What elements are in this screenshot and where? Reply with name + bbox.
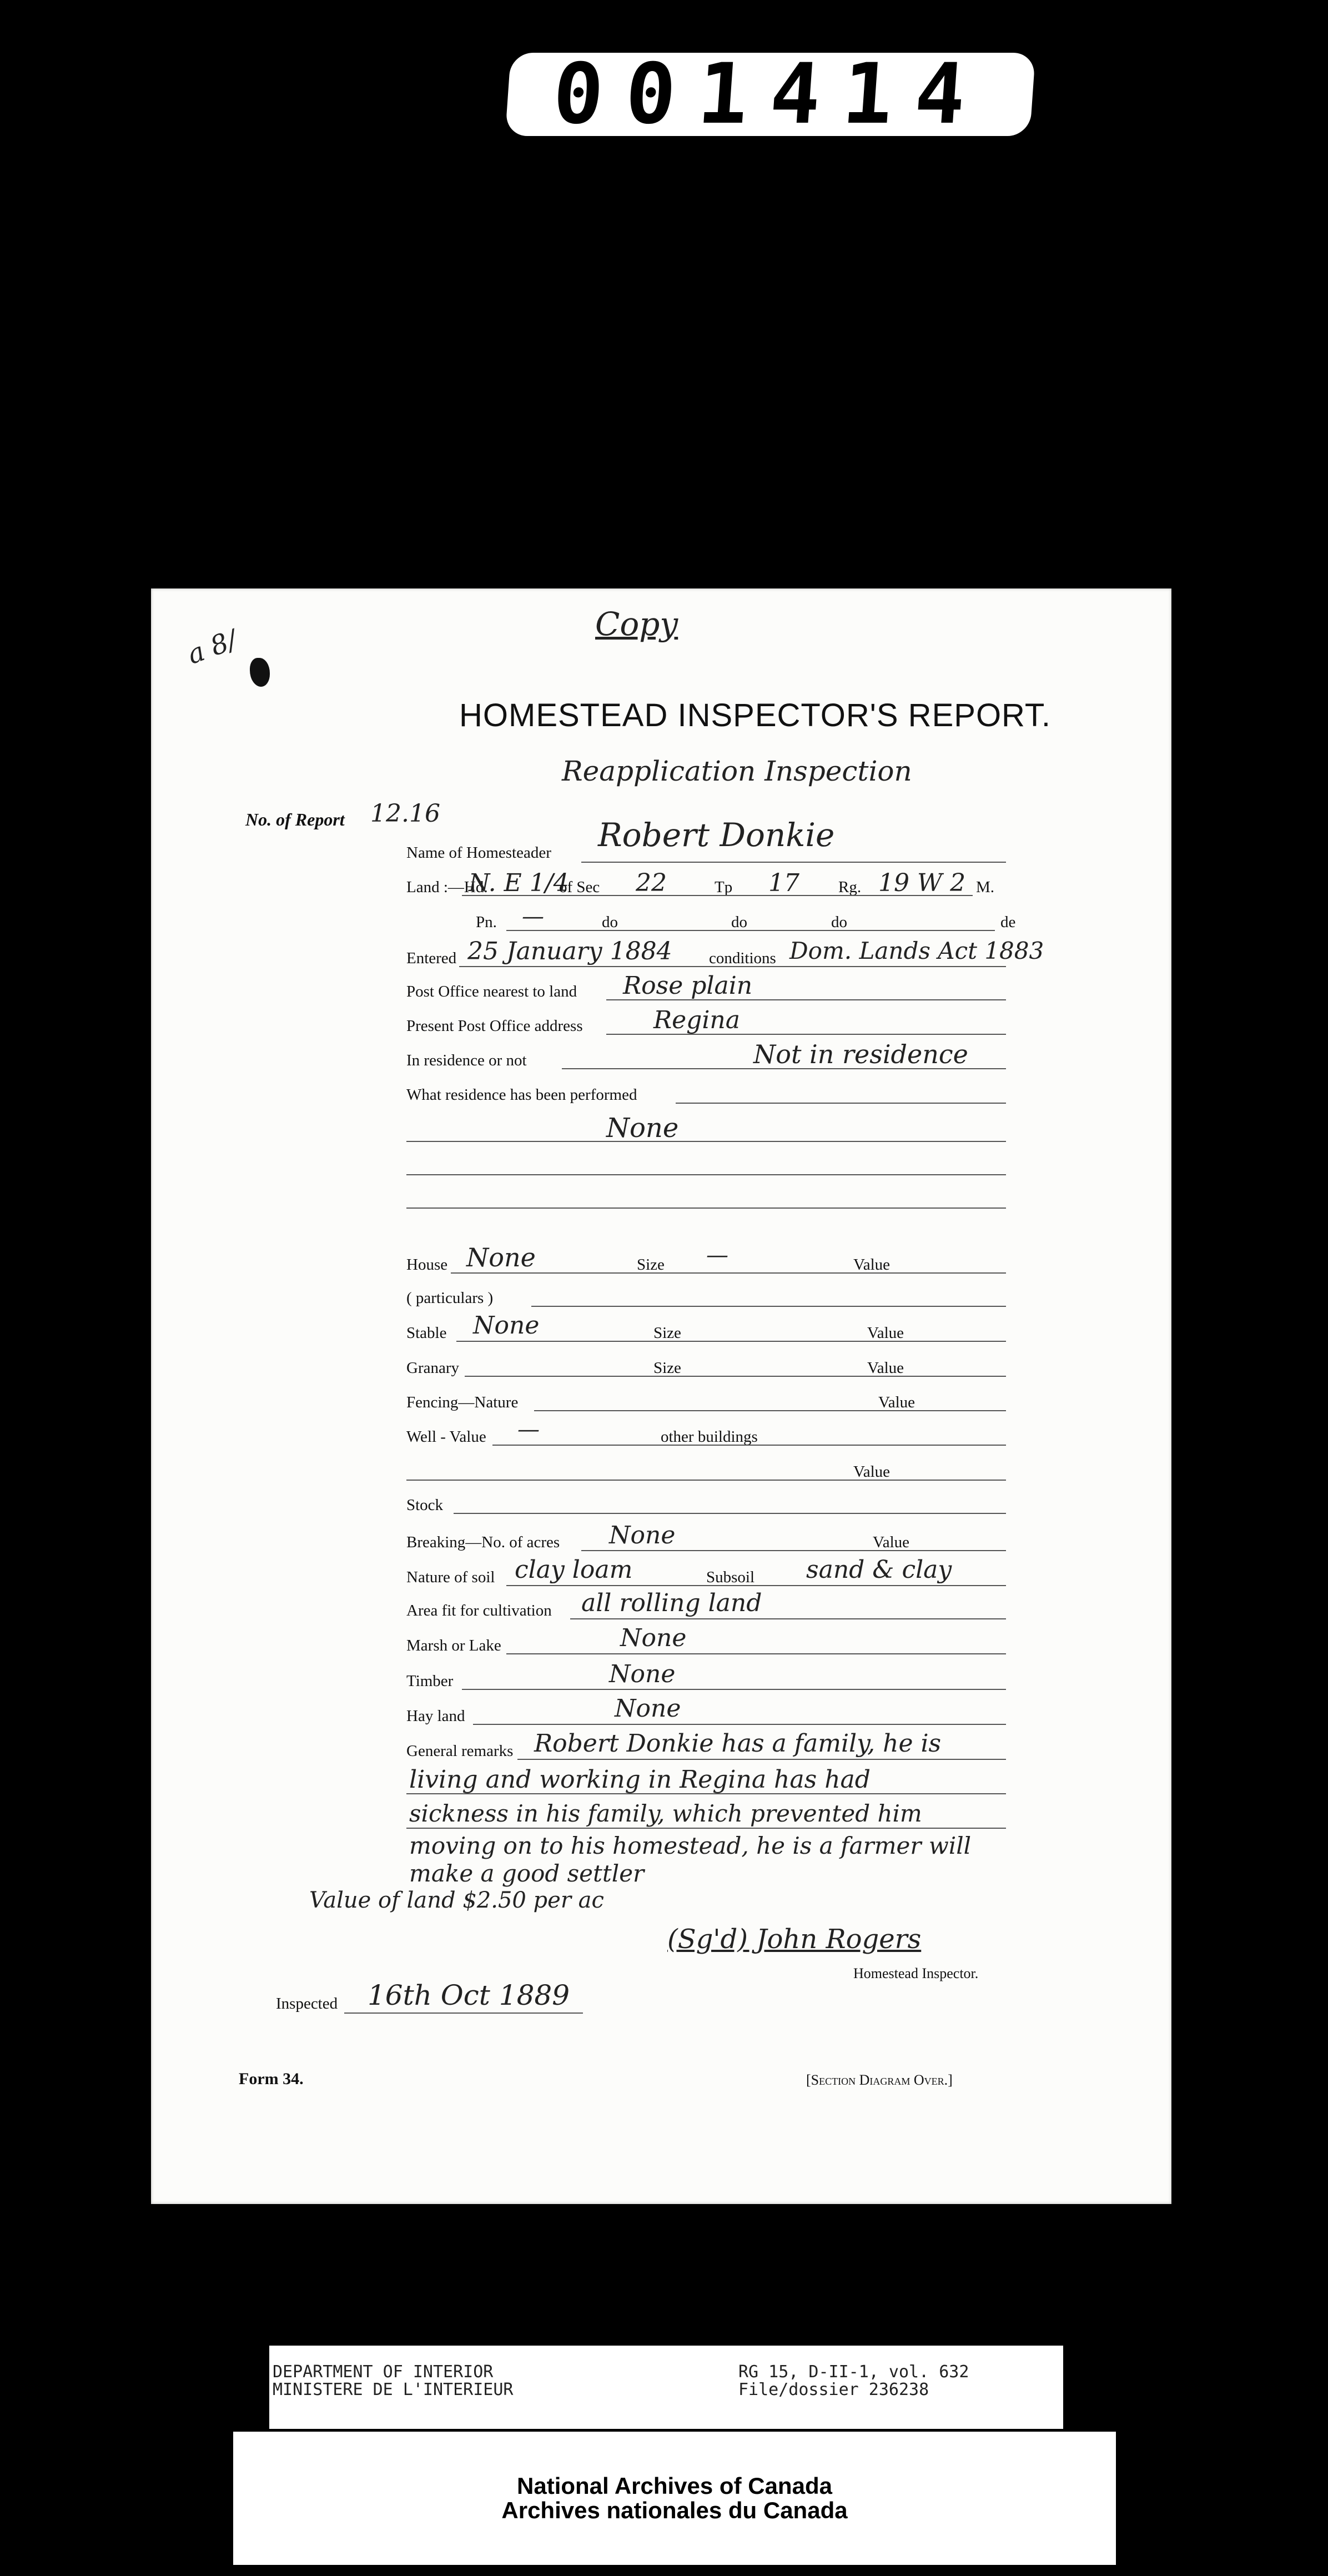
well-label: Well - Value [406,1428,486,1446]
tp-value: 17 [768,869,799,897]
archives-name-en: National Archives of Canada [517,2472,832,2499]
do-label-1: do [602,913,618,931]
remarks-line-4: moving on to his homestead, he is a farmer will [409,1832,972,1859]
remarks-line-1: Robert Donkie has a family, he is [534,1729,942,1758]
m-label: M. [976,878,995,896]
land-label: Land :—Hd. [406,878,488,896]
fencing-label: Fencing—Nature [406,1393,519,1411]
present-po-label: Present Post Office address [406,1017,583,1035]
house-value: None [466,1242,536,1272]
do-label-3: do [831,913,847,931]
report-title: HOMESTEAD INSPECTOR'S REPORT. [459,697,1052,733]
ink-blot [250,658,270,687]
stable-value-label: Value [867,1324,904,1342]
report-no-label: No. of Report [245,809,345,829]
granary-size-label: Size [653,1359,681,1377]
well-value: — [517,1417,540,1442]
timber-value: None [609,1660,676,1688]
report-no-value: 12.16 [370,799,440,828]
document-page [151,588,1171,2204]
residence-performed-value: None [606,1113,679,1144]
form-number: Form 34. [239,2070,304,2088]
conditions-value: Dom. Lands Act 1883 [789,937,1044,964]
archive-reference-strip [269,2346,1063,2429]
breaking-value-label: Value [873,1533,910,1551]
archive-ref-1: RG 15, D-II-1, vol. 632 [738,2362,969,2382]
marsh-value: None [620,1624,687,1652]
inspector-signature: (Sg'd) John Rogers [667,1924,922,1955]
entered-value: 25 January 1884 [467,937,672,965]
land-hd-value: N. E 1/4 [469,869,569,897]
rg-value: 19 W 2 [878,869,966,897]
pn-value: — [522,904,544,929]
marsh-label: Marsh or Lake [406,1637,501,1654]
do-label-2: do [731,913,747,931]
margin-mark: a 8/ [183,624,242,671]
dept-en: DEPARTMENT OF INTERIOR [273,2362,494,2382]
remarks-label: General remarks [406,1742,514,1760]
inspected-value: 16th Oct 1889 [368,1979,570,2011]
dept-fr: MINISTERE DE L'INTERIEUR [273,2380,514,2399]
stock-label: Stock [406,1496,444,1514]
stable-value: None [473,1311,540,1340]
de-label: de [1000,913,1016,931]
remarks-line-5: make a good settler [409,1860,645,1887]
house-size-value: — [706,1242,728,1268]
remarks-line-3: sickness in his family, which prevented him [409,1800,922,1827]
conditions-label: conditions [709,949,776,967]
other-buildings-value-label: Value [853,1463,891,1481]
area-value: all rolling land [581,1589,762,1617]
pn-label: Pn. [476,913,497,931]
granary-value-label: Value [867,1359,904,1377]
hay-label: Hay land [406,1707,465,1725]
homesteader-value: Robert Donkie [598,816,835,854]
sec-value: 22 [636,869,667,897]
archives-name-fr: Archives nationales du Canada [501,2497,848,2523]
inspected-label: Inspected [276,1995,338,2012]
hay-value: None [615,1694,681,1723]
fencing-value-label: Value [878,1393,915,1411]
house-label: House [406,1256,448,1274]
stable-label: Stable [406,1324,447,1342]
report-subtitle: Reapplication Inspection [562,755,912,787]
post-office-value: Rose plain [623,972,753,1000]
soil-value: clay loam [515,1556,633,1584]
copy-note: Copy [595,605,678,643]
breaking-value: None [609,1521,676,1549]
other-buildings-label: other buildings [661,1428,758,1446]
entered-label: Entered [406,949,457,967]
value-of-land: Value of land $2.50 per ac [309,1888,604,1913]
area-label: Area fit for cultivation [406,1602,552,1619]
tp-label: Tp [715,878,733,896]
residence-performed-label: What residence has been performed [406,1086,637,1104]
residence-value: Not in residence [753,1039,968,1069]
section-diagram-note: [Section Diagram Over.] [806,2072,953,2088]
granary-label: Granary [406,1359,460,1377]
homesteader-label: Name of Homesteader [406,844,551,862]
breaking-label: Breaking—No. of acres [406,1533,560,1551]
stable-size-label: Size [653,1324,681,1342]
archives-label [233,2432,1116,2565]
subsoil-label: Subsoil [706,1568,755,1586]
particulars-label: ( particulars ) [406,1289,494,1307]
remarks-line-2: living and working in Regina has had [409,1765,871,1794]
residence-label: In residence or not [406,1051,527,1069]
post-office-label: Post Office nearest to land [406,983,577,1000]
present-po-value: Regina [653,1006,740,1034]
soil-label: Nature of soil [406,1568,495,1586]
timber-label: Timber [406,1672,454,1690]
house-value-label: Value [853,1256,891,1274]
serial-number-stamp: 001414 [505,53,1035,136]
of-sec-label: of Sec [559,878,600,896]
subsoil-value: sand & clay [806,1556,952,1584]
rg-label: Rg. [838,878,862,896]
archive-ref-2: File/dossier 236238 [738,2380,929,2399]
inspector-label: Homestead Inspector. [853,1965,979,1981]
house-size-label: Size [637,1256,665,1274]
